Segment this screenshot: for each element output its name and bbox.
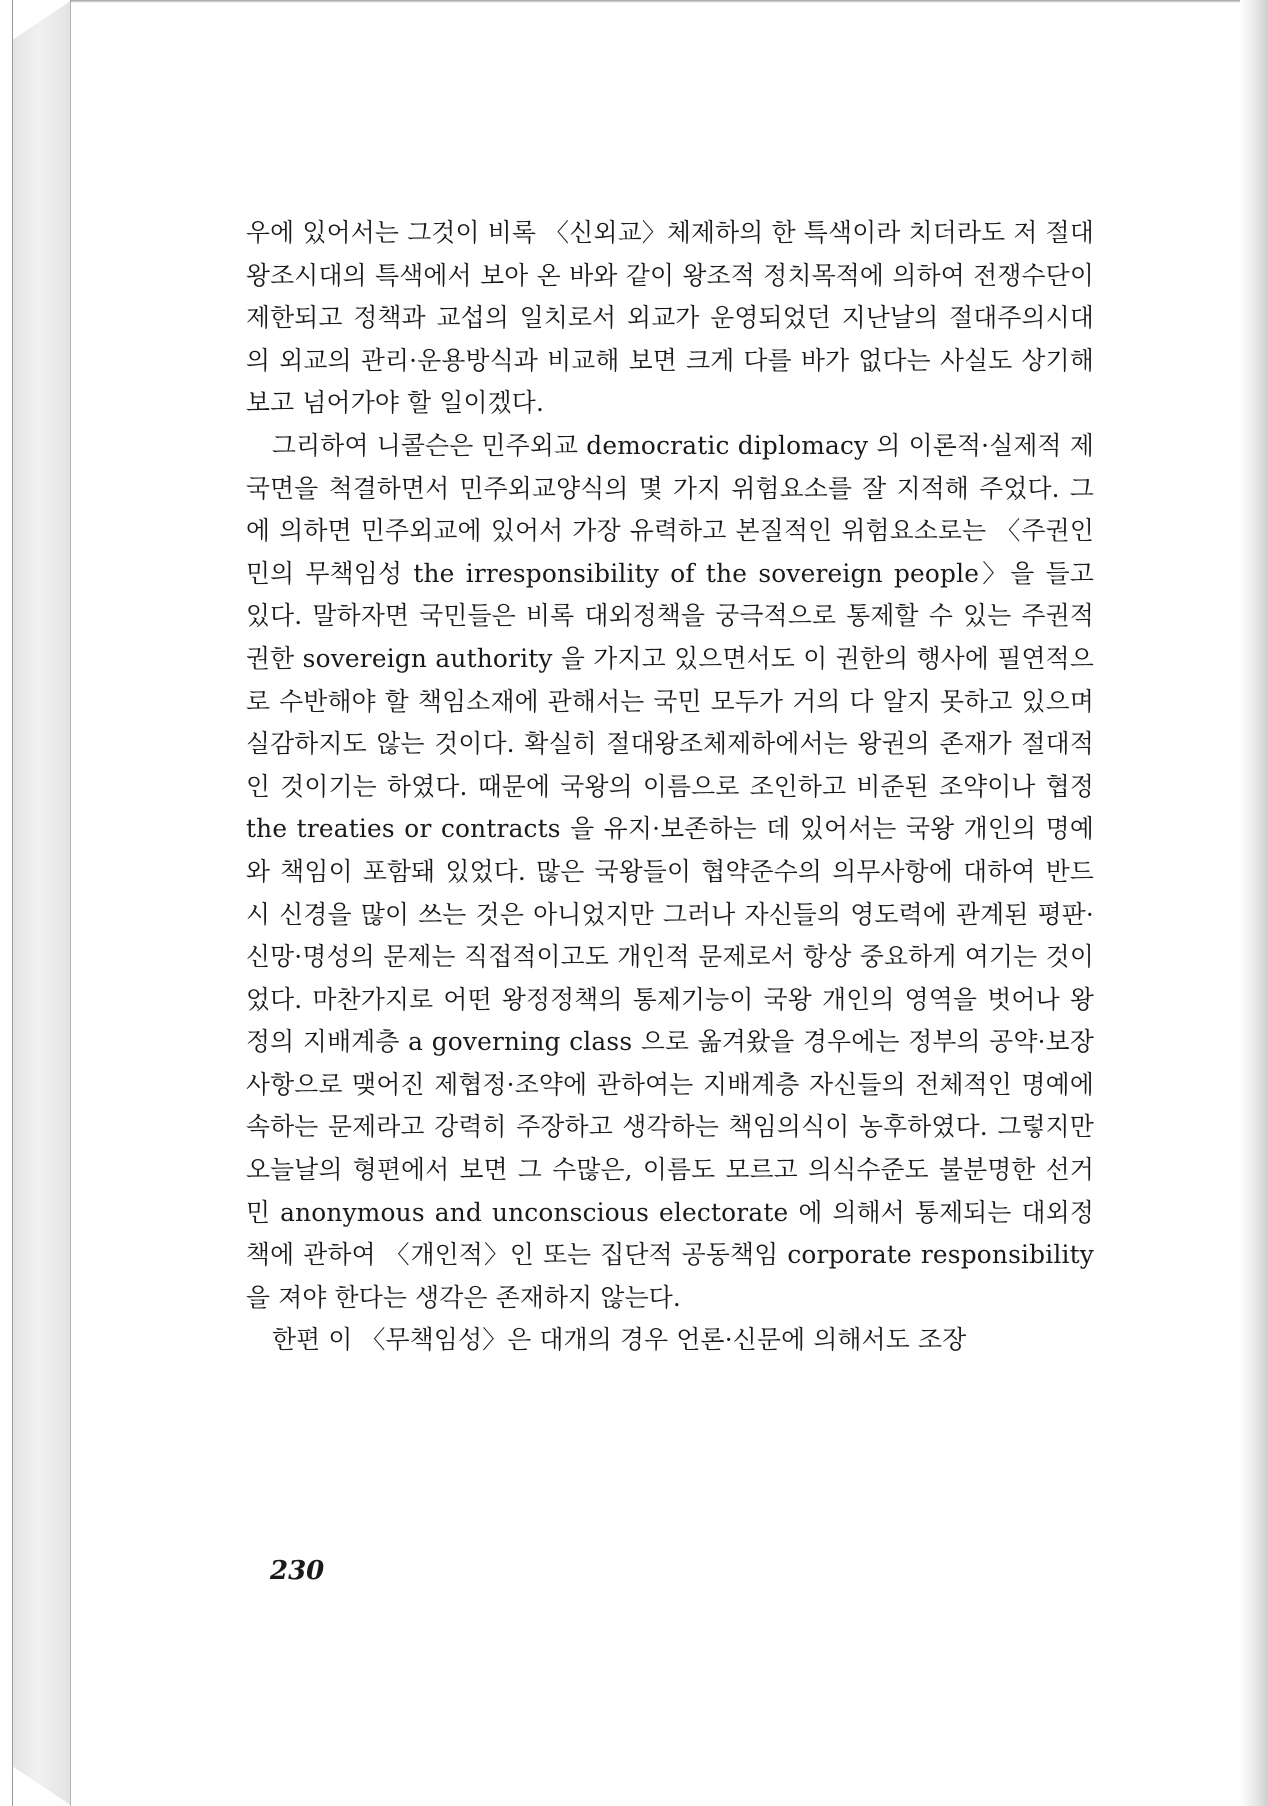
page-right-shadow [1240, 0, 1268, 1806]
book-spine [12, 0, 72, 1806]
spine-edge-line [12, 0, 13, 1806]
page-top-shadow [70, 0, 1250, 3]
paragraph-continued: 우에 있어서는 그것이 비록 〈신외교〉체제하의 한 특색이라 치더라도 저 절대왕조시대의 특색에서 보아 온 바와 같이 왕조적 정치목적에 의하여 전쟁수단이 제한되고 정책과 교섭의 일치로서 외교가 운영되었던 지난날의 절대주의시대의 외교의 관리·운용방식과 비교해 보면 크게 다를 바가 없다는 사실도 상기해 보고 넘어가야 할 일이겠다. [246, 218, 1094, 418]
paragraph-irresponsibility: 한편 이 〈무책임성〉은 대개의 경우 언론·신문에 의해서도 조장 [272, 1325, 967, 1355]
page-number: 230 [270, 1556, 325, 1586]
page-body-text [246, 212, 1094, 1362]
paragraph-nicolson: 그리하여 니콜슨은 민주외교 democratic diplomacy 의 이론적·실제적 제국면을 척결하면서 민주외교양식의 몇 가지 위험요소를 잘 지적해 주었다. 그에 의하면 민주외교에 있어서 가장 유력하고 본질적인 위험요소로는 〈주권인민의 무책임성 the irresponsibility of the sovereign people〉을 들고 있다. 말하자면 국민들은 비록 대외정책을 궁극적으로 통제할 수 있는 주권적 권한 sovereign authority 을 가지고 있으면서도 이 권한의 행사에 필연적으로 수반해야 할 책임소재에 관해서는 국민 모두가 거의 다 알지 못하고 있으며 실감하지도 않는 것이다. 확실히 절대왕조체제하에서는 왕권의 존재가 절대적인 것이기는 하였다. 때문에 국왕의 이름으로 조인하고 비준된 조약이나 협정 the treaties or contracts 을 유지·보존하는 데 있어서는 국왕 개인의 명예와 책임이 포함돼 있었다. 많은 국왕들이 협약준수의 의무사항에 대하여 반드시 신경을 많이 쓰는 것은 아니었지만 그러나 자신들의 영도력에 관계된 평판·신망·명성의 문제는 직접적이고도 개인적 문제로서 항상 중요하게 여기는 것이었다. 마찬가지로 어떤 왕정정책의 통제기능이 국왕 개인의 영역을 벗어나 왕정의 지배계층 a governing class 으로 옮겨왔을 경우에는 정부의 공약·보장사항으로 맺어진 제협정·조약에 관하여는 지배계층 자신들의 전체적인 명예에 속하는 문제라고 강력히 주장하고 생각하는 책임의식이 농후하였다. 그렇지만 오늘날의 형편에서 보면 그 수많은, 이름도 모르고 의식수준도 불분명한 선거민 anonymous and unconscious electorate 에 의해서 통제되는 대외정책에 관하여 〈개인적〉인 또는 집단적 공동책임 corporate responsibility을 져야 한다는 생각은 존재하지 않는다. [246, 430, 1094, 1312]
